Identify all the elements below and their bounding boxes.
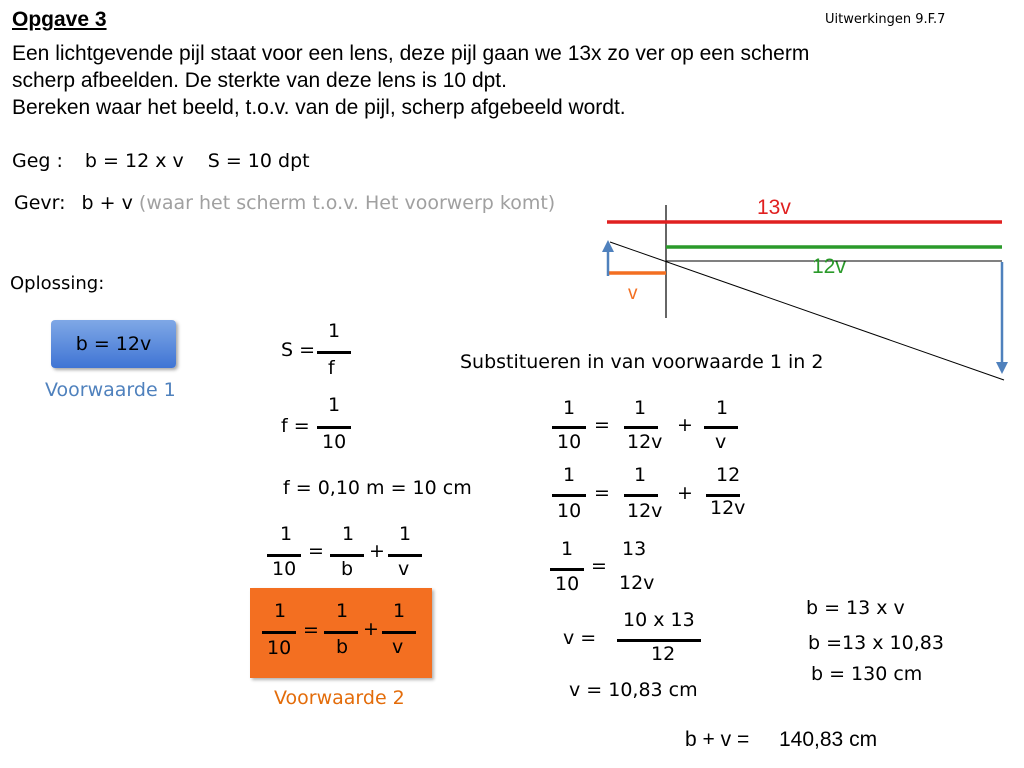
c2-num-1: 1 (274, 600, 287, 622)
exercise-reference: Uitwerkingen 9.F.7 (825, 12, 946, 27)
lens-bar-3 (388, 554, 422, 557)
label-12v: 12v (812, 255, 846, 278)
r2-num-1: 1 (563, 464, 576, 486)
given-label: Geg : (12, 150, 63, 172)
lens-equals: = (308, 540, 324, 562)
final-value: 140,83 cm (779, 728, 878, 751)
v-fraction-bar (617, 639, 701, 642)
problem-line-2: scherp afbeelden. De sterkte van deze lens is 10 dpt. (12, 69, 507, 92)
r3-bar-1 (550, 568, 584, 571)
r3-den-12v: 12v (619, 572, 655, 594)
r1-num-2: 1 (634, 397, 647, 419)
label-13v: 13v (757, 196, 791, 219)
lens-den-10: 10 (272, 558, 297, 580)
lens-diagram (590, 200, 1010, 400)
r1-den-v: v (715, 431, 727, 453)
c2-num-3: 1 (393, 600, 406, 622)
c2-equals: = (303, 619, 319, 641)
lens-den-v: v (398, 558, 410, 580)
f-equals: f = (281, 415, 310, 437)
r3-num-1: 1 (561, 538, 574, 560)
r1-den-10: 10 (557, 431, 582, 453)
c2-plus: + (363, 618, 379, 640)
asked-line (14, 192, 555, 214)
r2-den-12v: 12v (710, 497, 746, 519)
given-item-s: S = 10 dpt (207, 150, 310, 172)
f-fraction-bar (317, 426, 351, 429)
f-denominator: 10 (322, 431, 347, 453)
r3-equals: = (591, 555, 607, 577)
lens-num-3: 1 (399, 523, 412, 545)
f-result: f = 0,10 m = 10 cm (283, 477, 472, 499)
condition-1-box: b = 12v (51, 320, 176, 368)
f-numerator: 1 (328, 394, 341, 416)
label-v: v (628, 283, 638, 304)
r1-plus: + (677, 414, 693, 436)
substitution-heading: Substitueren in van voorwaarde 1 in 2 (460, 351, 824, 373)
r3-num-13: 13 (622, 538, 647, 560)
problem-statement (12, 40, 1012, 121)
lens-plus: + (369, 540, 385, 562)
lens-num-2: 1 (342, 523, 355, 545)
r2-bar-1 (552, 494, 586, 497)
final-lhs: b + v = (685, 728, 750, 751)
lens-bar-2 (330, 554, 364, 557)
light-ray (610, 242, 1004, 380)
r2-num-2: 1 (634, 464, 647, 486)
page-title: Opgave 3 (12, 8, 107, 31)
condition-2-label: Voorwaarde 2 (274, 687, 405, 709)
asked-value: b + v (81, 192, 133, 214)
r2-den-12v: 12v (627, 500, 663, 522)
asked-label: Gevr: (14, 192, 66, 214)
lens-bar-1 (267, 554, 301, 557)
given-item-b: b = 12 x v (84, 150, 184, 172)
v-equals: v = (563, 627, 597, 649)
r1-den-12v: 12v (627, 431, 663, 453)
b-step-1: b = 13 x v (806, 597, 905, 619)
r1-bar-2 (624, 426, 658, 429)
b-step-2: b =13 x 10,83 (808, 632, 944, 654)
c2-num-2: 1 (336, 600, 349, 622)
c2-bar-2 (324, 631, 358, 634)
r1-equals: = (594, 414, 610, 436)
c2-den-v: v (392, 636, 404, 658)
c2-bar-1 (262, 631, 296, 634)
r2-den-10: 10 (557, 500, 582, 522)
s-fraction-bar (317, 351, 351, 354)
lens-num-1: 1 (280, 523, 293, 545)
r1-num-1: 1 (563, 397, 576, 419)
r2-equals: = (594, 482, 610, 504)
r3-bar-2 (614, 568, 648, 571)
problem-line-1: Een lichtgevende pijl staat voor een lens, deze pijl gaan we 13x zo ver op een scherm (12, 42, 810, 65)
c2-bar-3 (382, 631, 416, 634)
r2-plus: + (677, 482, 693, 504)
s-numerator: 1 (328, 320, 341, 342)
s-denominator: f (328, 357, 335, 379)
r2-num-12: 12 (716, 464, 741, 486)
condition-1-label: Voorwaarde 1 (45, 379, 176, 401)
asked-note: (waar het scherm t.o.v. Het voorwerp komt) (138, 192, 556, 214)
lens-den-b: b (341, 558, 354, 580)
v-numerator: 10 x 13 (623, 609, 695, 631)
r1-num-3: 1 (716, 397, 729, 419)
problem-line-3: Bereken waar het beeld, t.o.v. van de pijl, scherp afgebeeld wordt. (12, 96, 626, 119)
v-denominator: 12 (651, 643, 676, 665)
solution-label: Oplossing: (10, 273, 105, 294)
r2-bar-2 (624, 494, 658, 497)
r1-bar-1 (552, 426, 586, 429)
b-step-3: b = 130 cm (811, 663, 923, 685)
c2-den-10: 10 (267, 637, 292, 659)
given-line (12, 150, 310, 172)
v-result: v = 10,83 cm (569, 679, 698, 701)
c2-den-b: b (336, 636, 349, 658)
r3-den-10: 10 (555, 573, 580, 595)
s-equals: S = (281, 339, 316, 361)
r1-bar-3 (704, 426, 738, 429)
